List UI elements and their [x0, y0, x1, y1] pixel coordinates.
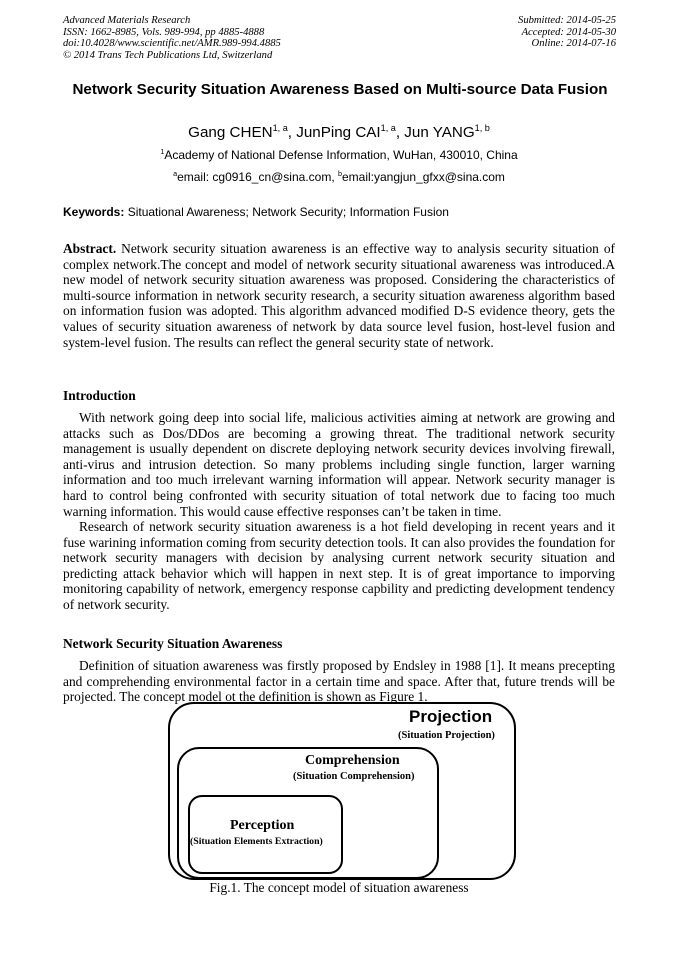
- abstract: [63, 241, 615, 350]
- copyright-line: © 2014 Trans Tech Publications Ltd, Switzerland: [63, 49, 273, 61]
- email-sup-a: a: [173, 169, 178, 178]
- submitted-date: Submitted: 2014-05-25: [518, 15, 616, 26]
- author-sup: 1, a: [380, 122, 396, 133]
- section-heading-introduction: Introduction: [63, 388, 136, 403]
- perception-box: [188, 795, 343, 874]
- author-name: Gang CHEN: [188, 124, 273, 141]
- journal-header-right: [518, 15, 616, 50]
- perception-subtitle: (Situation Elements Extraction): [190, 836, 323, 847]
- abstract-label: Abstract.: [63, 241, 117, 256]
- issn-line: ISSN: 1662-8985, Vols. 989-994, pp 4885-4888: [63, 26, 265, 38]
- author-sup: 1, a: [272, 122, 288, 133]
- figure-1-diagram: [168, 702, 516, 880]
- online-date: Online: 2014-07-16: [531, 38, 616, 50]
- author-sup: 1, b: [474, 122, 490, 133]
- comprehension-title: Comprehension: [305, 753, 400, 768]
- comprehension-subtitle: (Situation Comprehension): [293, 771, 415, 782]
- affiliation: [0, 148, 678, 163]
- author-emails: [0, 170, 678, 185]
- section-heading-nssa: Network Security Situation Awareness: [63, 636, 283, 651]
- doi-line: doi:10.4028/www.scientific.net/AMR.989-994.4885: [63, 38, 281, 50]
- figure-caption: Fig.1. The concept model of situation awareness: [209, 880, 469, 895]
- abstract-text: Network security situation awareness is an effective way to analysis security situation of complex network.The concept and model of network security situational awareness was introduced.A new model of network security situation awareness was proposed. Considering the characteristics of multi-source information in network security research, a security situation awareness algorithm based on information fusion was adopted. This algorithm advanced modified D-S evidence theory, gets the values of security situation awareness of network by data source level fusion, host-level fusion and system-level fusion. The results can reflect the general security state of network.: [63, 241, 615, 350]
- email-a: email: cg0916_cn@sina.com,: [177, 170, 338, 184]
- keywords-text: Situational Awareness; Network Security; Information Fusion: [127, 205, 449, 219]
- projection-subtitle: (Situation Projection): [398, 730, 495, 741]
- author-list: Gang CHEN$^{1, a}$, JunPing CAI$^{1, a}$, Jun YANG$^{1, b}$: [188, 122, 490, 141]
- accepted-date: Accepted: 2014-05-30: [521, 26, 616, 38]
- affiliation-text: Academy of National Defense Information, WuHan, 430010, China: [164, 148, 518, 162]
- journal-header-left: [63, 15, 281, 61]
- paper-title: Network Security Situation Awareness Based on Multi-source Data Fusion: [72, 81, 608, 98]
- nssa-paragraph-1: Definition of situation awareness was firstly proposed by Endsley in 1988 [1]. It means precepting and comprehending environmental factor in a certain time and space. After that, future trends will be projected. The concept model ot the definition is shown as Figure 1.: [63, 658, 615, 705]
- intro-paragraph-1: With network going deep into social life, malicious activities aiming at network are growing and attacks such as Dos/DDos are becoming a growing threat. The traditional network security management is usually dependent on discrete deploying network security devices involving firewall, anti-virus and intrusion detection. So many problems including single function, larger warning information and too much irrelevant warning information will appear. Network security manager is hard to control being confronted with security situation of total network due to facing too much warning information. This would cause effective responses can’t be taken in time.: [63, 410, 615, 519]
- email-b: email:yangjun_gfxx@sina.com: [342, 170, 505, 184]
- author-name: Jun YANG: [404, 124, 475, 141]
- email-sup-b: b: [338, 169, 342, 178]
- author-name: JunPing CAI: [296, 124, 381, 141]
- intro-paragraph-2: Research of network security situation awareness is a hot field developing in recent years and it fuse warining information coming from security detection tools. It can also provides the foundation for network security managers with decision by analysing current network security situation and predicting attack behavior which will happen in next step. It is of great importance to imporving monitoring capability of network, emergency response capbility and predicting development tendency of network security.: [63, 519, 615, 612]
- keywords-label: Keywords:: [63, 205, 125, 219]
- journal-name: Advanced Materials Research: [63, 15, 191, 26]
- perception-title: Perception: [230, 818, 295, 833]
- projection-title: Projection: [409, 707, 493, 726]
- keywords: [63, 205, 449, 220]
- affiliation-sup: 1: [160, 147, 165, 156]
